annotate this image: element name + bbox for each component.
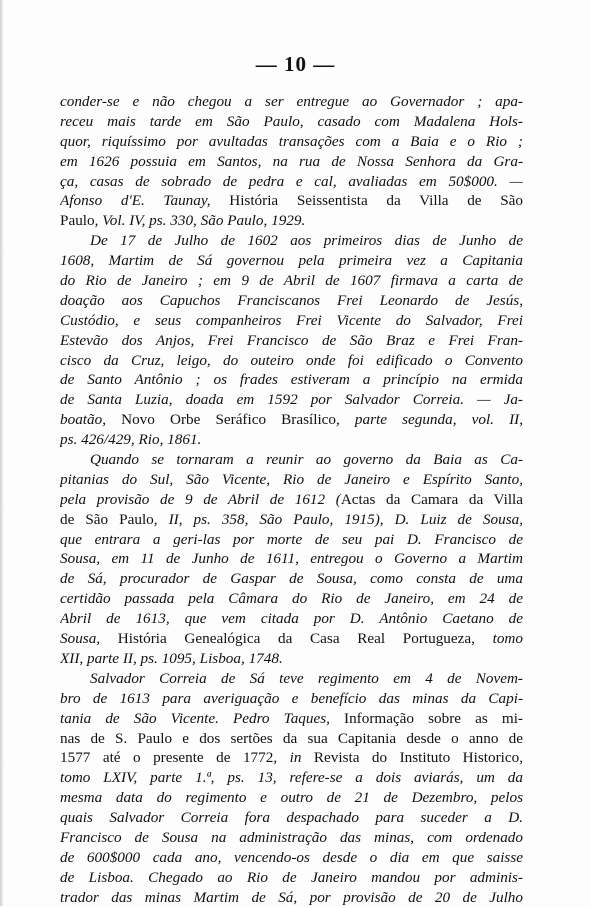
upright-text-segment: Novo Orbe Seráfico Brasílico, (106, 411, 340, 429)
text-line (60, 549, 523, 569)
page-edge-shadow (0, 0, 4, 906)
italic-text-segment: de Sá, procurador de Gaspar de Sousa, como consta de uma (60, 570, 523, 588)
italic-text-segment: Abril de 1613, que vem citada por D. Antônio Caetano de (60, 610, 523, 628)
text-line (60, 569, 523, 589)
italic-text-segment: Custódio, e seus companheiros Frei Vicente do Salvador, Frei (60, 311, 523, 329)
text-line (60, 788, 523, 808)
upright-text-segment: nas de S. Paulo e dos sertões da sua Capitania desde o anno de (60, 729, 523, 747)
text-line (60, 211, 523, 231)
text-line (60, 390, 523, 410)
text-line (60, 331, 523, 351)
text-line (60, 888, 523, 908)
italic-text-segment: ps. 426/429, Rio, 1861. (60, 431, 202, 449)
text-line (60, 251, 523, 271)
upright-text-segment: Paulo, (60, 212, 99, 230)
italic-text-segment: ça, casas de sobrado de pedra e cal, avaliadas em 50$000. — (60, 172, 523, 190)
italic-text-segment: Sousa, (60, 630, 101, 648)
text-line (60, 490, 523, 510)
text-line (60, 510, 523, 530)
italic-text-segment: de Santa Luzia, doada em 1592 por Salvador Correia. — Ja- (60, 391, 523, 409)
italic-text-segment: quor, riquíssimo por avultadas transações com a Baia e o Rio ; (60, 132, 523, 150)
italic-text-segment: que entrara a geri-las por morte de seu pai D. Francisco de (60, 530, 523, 548)
italic-text-segment: bro de 1613 para averiguação e benefício das minas da Capi- (60, 689, 523, 707)
text-line (60, 351, 523, 371)
text-line (60, 231, 523, 251)
italic-text-segment: cisco da Cruz, leigo, do outeiro onde foi edificado o Convento (60, 351, 523, 369)
italic-text-segment: Quando se tornaram a reunir ao governo da Baia as Ca- (90, 451, 523, 469)
italic-text-segment: 1608, Martim de Sá governou pela primeira vez a Capitania (60, 252, 523, 270)
italic-text-segment: tomo (474, 630, 523, 648)
italic-text-segment: boatão, (60, 411, 106, 429)
italic-text-segment: pitanias do Sul, São Vicente, Rio de Janeiro e Espírito Santo, (60, 470, 523, 488)
text-line (60, 848, 523, 868)
upright-text-segment: História Seissentista da Villa de São (210, 192, 523, 210)
upright-text-segment: Informação sobre as mi- (329, 709, 523, 727)
text-line (60, 271, 523, 291)
upright-text-segment: História Genealógica da Casa Real Portugueza, (100, 630, 475, 648)
italic-text-segment: mesma data do regimento e outro de 21 de Dezembro, pelos (60, 789, 523, 807)
italic-text-segment: De 17 de Julho de 1602 aos primeiros dias de Junho de (90, 232, 523, 250)
text-line (60, 689, 523, 709)
italic-text-segment: conder-se e não chegou a ser entregue ao Governador ; apa- (60, 93, 523, 110)
text-line (60, 370, 523, 390)
italic-text-segment: de 600$000 cada ano, vencendo-os desde o dia em que saisse (60, 848, 523, 866)
italic-text-segment: Estevão dos Anjos, Frei Francisco de São Braz e Frei Fran- (60, 331, 523, 349)
upright-text-segment: Actas da Camara da Villa (340, 490, 523, 508)
text-line (60, 291, 523, 311)
text-line (60, 768, 523, 788)
text-line (60, 828, 523, 848)
text-line (60, 669, 523, 689)
text-line (60, 808, 523, 828)
italic-text-segment: certidão passada pela Câmara do Rio de Janeiro, em 24 de (60, 590, 523, 608)
italic-text-segment: Vol. IV, ps. 330, São Paulo, 1929. (98, 212, 306, 230)
text-line (60, 410, 523, 430)
italic-text-segment: Sousa, em 11 de Junho de 1611, entregou o Governo a Martim (60, 550, 523, 568)
italic-text-segment: parte segunda, vol. II, (339, 411, 523, 429)
italic-text-segment: Salvador Correia de Sá teve regimento em 4 de Novem- (90, 669, 523, 687)
text-line (60, 729, 523, 749)
text-line (60, 132, 523, 152)
text-line (60, 709, 523, 729)
italic-text-segment: tania de São Vicente. Pedro Taques, (60, 709, 330, 727)
text-line (60, 430, 523, 450)
italic-text-segment: II, ps. 358, São Paulo, 1915), D. Luiz de Sousa, (157, 510, 523, 528)
italic-text-segment: receu mais tarde em São Paulo, casado com Madalena Hols- (60, 112, 523, 130)
text-line (60, 92, 523, 112)
text-line (60, 748, 523, 768)
text-line (60, 868, 523, 888)
text-line (60, 191, 523, 211)
text-line (60, 112, 523, 132)
upright-text-segment: de São Paulo, (60, 510, 158, 528)
italic-text-segment: de Santo Antônio ; os frades estiveram a princípio na ermida (60, 371, 523, 389)
upright-text-segment: 1577 até o presente de 1772, (60, 749, 278, 767)
text-line (60, 311, 523, 331)
italic-text-segment: em 1626 possuia em Santos, na rua de Nossa Senhora da Gra- (60, 152, 523, 170)
italic-text-segment: tomo LXIV, parte 1.ª, ps. 13, refere-se a dois aviarás, um da (60, 769, 523, 787)
body-text (60, 92, 523, 908)
italic-text-segment: Afonso d'E. Taunay, (60, 192, 211, 210)
text-line (60, 172, 523, 192)
page-number: — 10 — (255, 52, 336, 76)
italic-text-segment: trador das minas Martim de Sá, por provisão de 20 de Julho (60, 888, 523, 906)
italic-text-segment: do Rio de Janeiro ; em 9 de Abril de 1607 firmava a carta de (60, 272, 523, 290)
text-line (60, 589, 523, 609)
upright-text-segment: Revista do Instituto Historico, (301, 749, 523, 767)
italic-text-segment: quais Salvador Correia fora despachado para suceder a D. (60, 809, 523, 827)
italic-text-segment: de Lisboa. Chegado ao Rio de Janeiro mandou por adminis- (60, 868, 523, 886)
text-line (60, 609, 523, 629)
text-line (60, 530, 523, 550)
text-line (60, 450, 523, 470)
text-line (60, 152, 523, 172)
text-line (60, 470, 523, 490)
italic-text-segment: pela provisão de 9 de Abril de 1612 ( (60, 490, 341, 508)
italic-text-segment: XII, parte II, ps. 1095, Lisboa, 1748. (60, 649, 283, 667)
text-line (60, 649, 523, 669)
italic-text-segment: Francisco de Sousa na administração das minas, com ordenado (60, 828, 523, 846)
text-line (60, 629, 523, 649)
italic-text-segment: in (277, 749, 302, 767)
italic-text-segment: doação aos Capuchos Franciscanos Frei Leonardo de Jesús, (60, 291, 523, 309)
